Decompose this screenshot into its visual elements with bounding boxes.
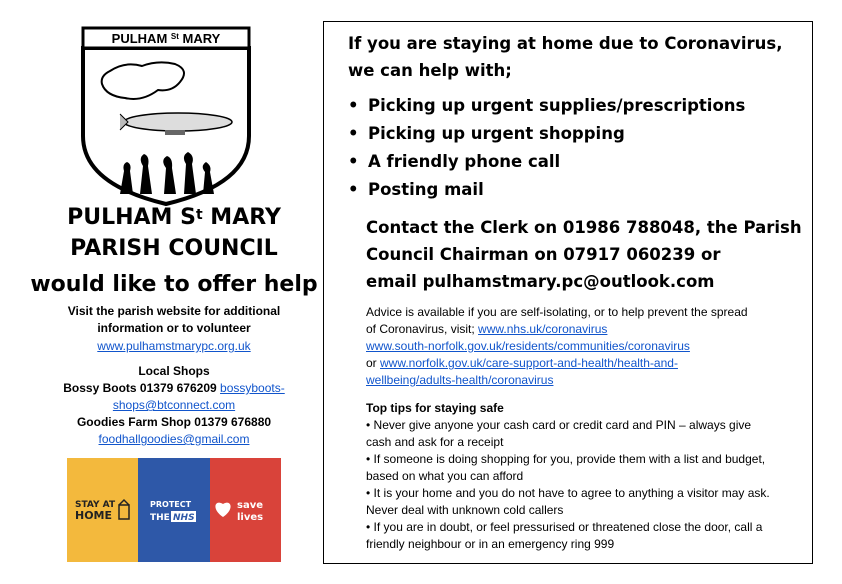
- help-item: • Posting mail: [348, 180, 484, 199]
- tip-line: cash and ask for a receipt: [366, 435, 504, 449]
- shops-title: Local Shops: [138, 364, 210, 378]
- svg-text:HOME: HOME: [74, 509, 112, 522]
- stay-at-home-graphic: [73, 495, 133, 525]
- svg-text:save: save: [237, 500, 264, 511]
- tip-line: • If you are in doubt, or feel pressurised or threatened close the door, call a: [366, 520, 763, 534]
- tip-line: Never deal with unknown cold callers: [366, 503, 564, 517]
- contact-block: [366, 214, 806, 295]
- shop2-email-link[interactable]: foodhallgoodies@gmail.com: [98, 432, 250, 446]
- shop1-email-link-b[interactable]: shops@btconnect.com: [112, 398, 236, 412]
- parish-crest-logo: [80, 26, 252, 206]
- shop2-name: Goodies Farm Shop 01379 676880: [76, 415, 272, 429]
- svg-text:STAY AT: STAY AT: [74, 500, 115, 510]
- shop1-email-link-a[interactable]: bossyboots-: [220, 381, 285, 395]
- contact-line2: Council Chairman on 07917 060239 or: [366, 245, 721, 264]
- advice-or-text: or: [366, 356, 381, 370]
- norfolk-link-a[interactable]: www.norfolk.gov.uk/care-support-and-health/health-and-: [380, 356, 678, 370]
- tip-line: • If someone is doing shopping for you, provide them with a list and budget,: [366, 452, 766, 466]
- svg-text:lives: lives: [237, 512, 264, 523]
- protect-nhs-tile: [138, 458, 209, 562]
- help-item: • Picking up urgent supplies/prescriptions: [348, 96, 746, 115]
- advice-line1: Advice is available if you are self-isolating, or to help prevent the spread: [366, 305, 748, 319]
- website-intro-line1: Visit the parish website for additional: [67, 304, 281, 318]
- help-item: • Picking up urgent shopping: [348, 124, 625, 143]
- advice-block: [366, 304, 806, 389]
- svg-text:PULHAM St MARY: PULHAM $^{St}$ MARY: [111, 31, 221, 46]
- org-title-line1: PULHAM $S^t$ MARY: [67, 205, 281, 230]
- help-list: [348, 92, 745, 204]
- org-title-line3: would like to offer help: [30, 272, 318, 297]
- south-norfolk-link[interactable]: www.south-norfolk.gov.uk/residents/communities/coronavirus: [366, 339, 690, 353]
- tip-line: • Never give anyone your cash card or credit card and PIN – always give: [366, 418, 752, 432]
- svg-text:THE: THE: [149, 513, 170, 523]
- contact-line1: Contact the Clerk on 01986 788048, the Parish: [366, 218, 802, 237]
- org-title-line2: PARISH COUNCIL: [70, 236, 278, 261]
- tips-list: [366, 417, 806, 553]
- save-lives-graphic: [213, 495, 277, 525]
- help-item: • A friendly phone call: [348, 152, 561, 171]
- website-intro-line2: information or to volunteer: [97, 321, 251, 335]
- contact-line3: email pulhamstmary.pc@outlook.com: [366, 272, 715, 291]
- save-lives-tile: [210, 458, 281, 562]
- norfolk-link-b[interactable]: wellbeing/adults-health/coronavirus: [366, 373, 554, 387]
- tip-line: • It is your home and you do not have to agree to anything a visitor may ask.: [366, 486, 770, 500]
- shop1-name: Bossy Boots 01379 676209: [63, 381, 217, 395]
- website-link[interactable]: www.pulhamstmarypc.org.uk: [97, 339, 251, 353]
- tip-line: based on what you can afford: [366, 469, 524, 483]
- help-box: [323, 21, 813, 564]
- stay-home-banner: [67, 458, 281, 562]
- stay-at-home-tile: [67, 458, 138, 562]
- help-heading-line2: we can help with;: [348, 61, 512, 80]
- nhs-link[interactable]: www.nhs.uk/coronavirus: [478, 322, 608, 336]
- advice-line2-text: of Coronavirus, visit;: [366, 322, 479, 336]
- svg-text:PROTECT: PROTECT: [149, 500, 192, 509]
- heart-icon: [216, 503, 231, 517]
- tips-title: Top tips for staying safe: [366, 401, 504, 415]
- tip-line: friendly neighbour or in an emergency ring 999: [366, 537, 615, 551]
- help-heading-line1: If you are staying at home due to Coronavirus,: [348, 34, 783, 53]
- protect-nhs-graphic: [144, 495, 204, 525]
- svg-text:NHS: NHS: [172, 513, 195, 523]
